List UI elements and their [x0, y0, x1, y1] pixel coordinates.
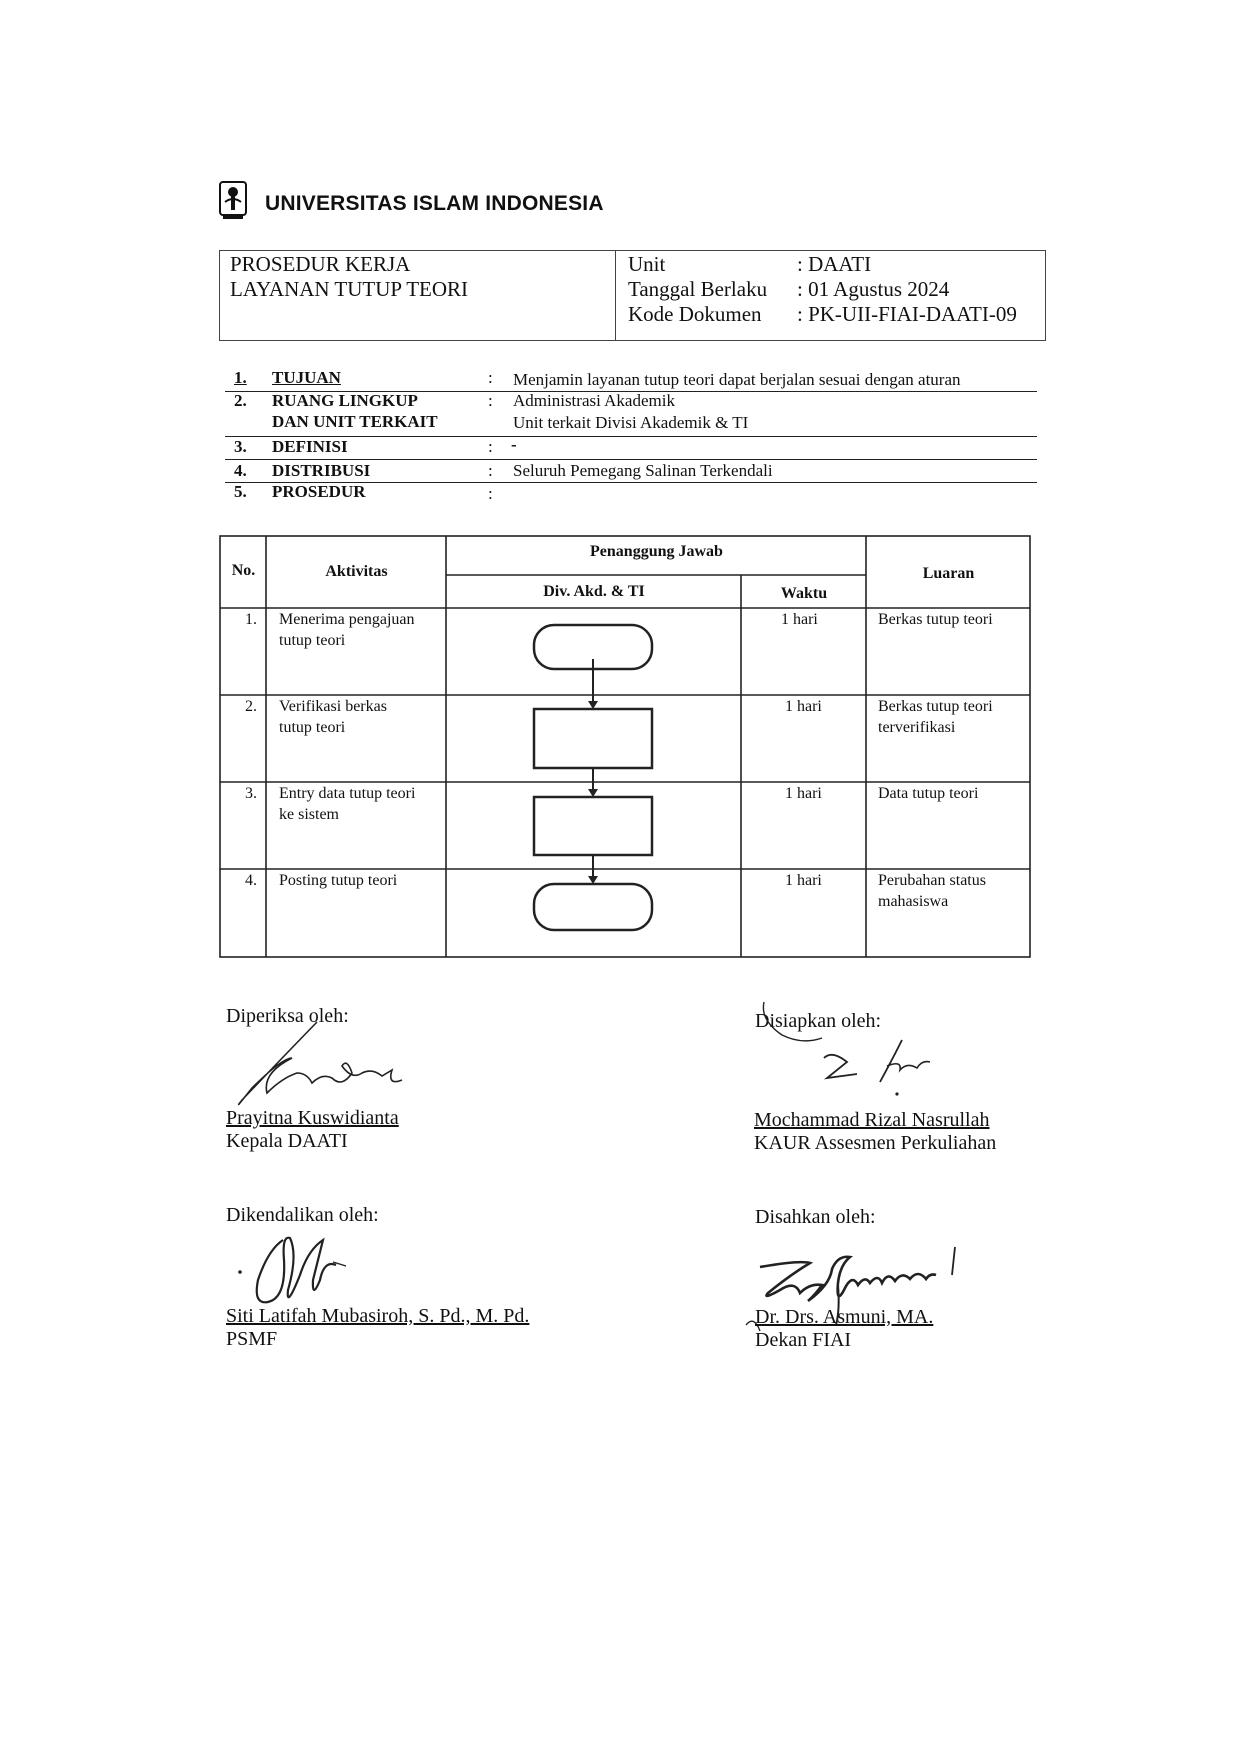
header-no: No. [231, 562, 256, 579]
prepared-name: Mochammad Rizal Nasrullah [754, 1109, 990, 1131]
effective-date-label: Tanggal Berlaku [628, 277, 768, 301]
section-number: 1. [234, 368, 247, 387]
approved-name: Dr. Drs. Asmuni, MA. [755, 1306, 934, 1328]
unit-value: : DAATI [797, 252, 872, 276]
examined-caption: Diperiksa oleh: [226, 1005, 349, 1027]
section-number: 4. [234, 461, 247, 480]
section-label-tujuan: TUJUAN [272, 368, 341, 387]
time-text: 1 hari [785, 872, 822, 889]
section-colon: : [488, 484, 493, 503]
section-colon: : [488, 391, 493, 410]
flow-terminator-start [534, 625, 652, 669]
flow-terminator-end [534, 884, 652, 930]
prepared-signature [752, 990, 952, 1110]
output-text: Perubahan status [878, 872, 986, 889]
approved-caption: Disahkan oleh: [755, 1206, 876, 1228]
activity-text: Menerima pengajuan [279, 611, 415, 628]
approved-role: Dekan FIAI [755, 1329, 852, 1351]
section-label-prosedur: PROSEDUR [272, 482, 366, 501]
time-text: 1 hari [785, 698, 822, 715]
activity-text: Posting tutup teori [279, 872, 398, 889]
examined-signature [222, 1018, 422, 1118]
section-value-tujuan: Menjamin layanan tutup teori dapat berjalan sesuai dengan aturan [513, 370, 961, 389]
section-value-related-unit: Unit terkait Divisi Akademik & TI [513, 413, 749, 432]
controlled-name: Siti Latifah Mubasiroh, S. Pd., M. Pd. [226, 1305, 530, 1327]
activity-text: tutup teori [279, 632, 346, 649]
section-label-ruang-lingkup: RUANG LINGKUP [272, 391, 418, 410]
header-division: Div. Akd. & TI [543, 583, 645, 600]
header-responsible: Penanggung Jawab [590, 543, 723, 560]
section-number: 3. [234, 437, 247, 456]
prepared-role: KAUR Assesmen Perkuliahan [754, 1132, 997, 1154]
controlled-role: PSMF [226, 1328, 278, 1350]
output-text: Berkas tutup teori [878, 698, 993, 715]
procedure-title-line1: PROSEDUR KERJA [230, 252, 411, 276]
university-name: UNIVERSITAS ISLAM INDONESIA [265, 192, 604, 215]
uii-crest-icon [218, 180, 248, 220]
row-number: 1. [245, 611, 257, 628]
section-label-distribusi: DISTRIBUSI [272, 461, 371, 480]
section-number: 5. [234, 482, 247, 501]
section-divider [225, 459, 1037, 460]
procedure-title-line2: LAYANAN TUTUP TEORI [230, 277, 469, 301]
activity-text: Entry data tutup teori [279, 785, 416, 802]
section-value-scope: Administrasi Akademik [513, 391, 675, 410]
output-text: mahasiswa [878, 893, 949, 910]
examined-role: Kepala DAATI [226, 1130, 348, 1152]
flow-process-verify [534, 709, 652, 768]
document-code-label: Kode Dokumen [628, 302, 762, 326]
header-activity: Aktivitas [325, 563, 388, 580]
row-number: 3. [245, 785, 257, 802]
time-text: 1 hari [785, 785, 822, 802]
row-number: 4. [245, 872, 257, 889]
activity-text: ke sistem [279, 806, 339, 823]
procedure-table [219, 535, 1031, 958]
section-number: 2. [234, 391, 247, 410]
section-colon: : [488, 461, 493, 480]
output-text: Berkas tutup teori [878, 611, 993, 628]
examined-name: Prayitna Kuswidianta [226, 1107, 399, 1129]
section-label-unit-terkait: DAN UNIT TERKAIT [272, 412, 438, 431]
controlled-caption: Dikendalikan oleh: [226, 1204, 379, 1226]
section-colon: : [488, 368, 493, 387]
activity-text: Verifikasi berkas [279, 698, 387, 715]
unit-label: Unit [628, 252, 666, 276]
output-text: Data tutup teori [878, 785, 979, 802]
time-text: 1 hari [781, 611, 818, 628]
row-number: 2. [245, 698, 257, 715]
section-value-definisi: - [511, 435, 517, 454]
section-value-distribusi: Seluruh Pemegang Salinan Terkendali [513, 461, 773, 480]
document-info-box [219, 250, 1046, 341]
document-code-value: : PK-UII-FIAI-DAATI-09 [797, 302, 1017, 326]
flow-process-entry [534, 797, 652, 855]
section-colon: : [488, 437, 493, 456]
activity-text: tutup teori [279, 719, 346, 736]
header-output: Luaran [922, 565, 975, 582]
effective-date-value: : 01 Agustus 2024 [797, 277, 950, 301]
info-divider [615, 251, 616, 340]
prepared-caption: Disiapkan oleh: [755, 1010, 882, 1032]
header-time: Waktu [780, 585, 828, 602]
output-text: terverifikasi [878, 719, 956, 736]
section-label-definisi: DEFINISI [272, 437, 348, 456]
